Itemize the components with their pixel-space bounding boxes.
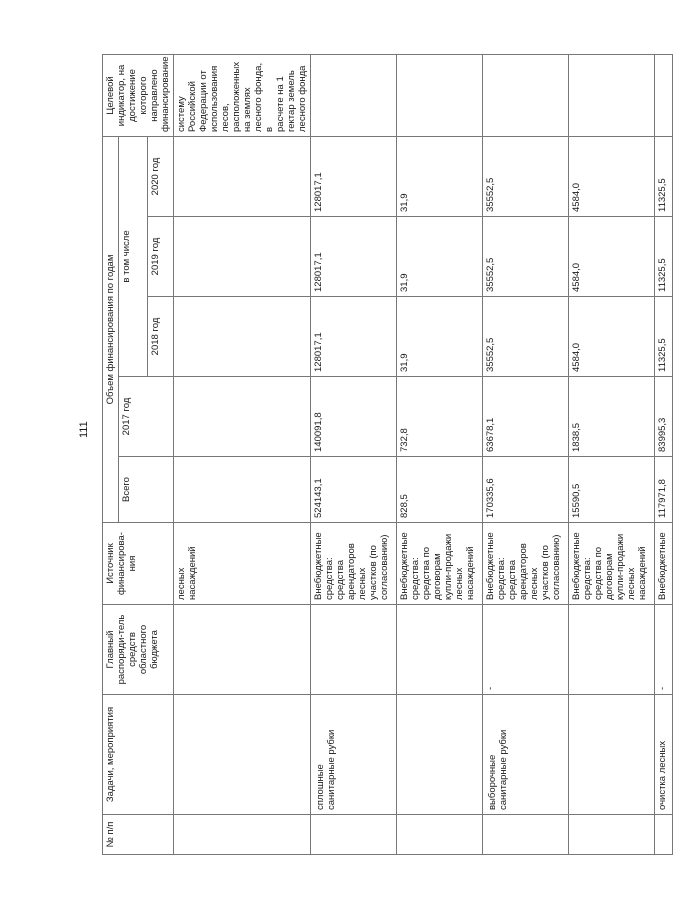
- cell-source: Внебюджетные: [655, 523, 673, 605]
- header-volume: Объем финансирования по годам: [103, 137, 119, 523]
- cell-2019: 31,9: [397, 217, 483, 297]
- cell-manager: [569, 605, 655, 695]
- cell-total: 524143,1: [311, 457, 397, 523]
- financing-table: [102, 54, 673, 855]
- header-2017: 2017 год: [119, 377, 174, 457]
- cell-task: очистка лесных: [655, 695, 673, 815]
- cell-target: [311, 55, 397, 137]
- cell-2020: 35552,5: [483, 137, 569, 217]
- cell-2019: 35552,5: [483, 217, 569, 297]
- header-2020: 2020 год: [148, 137, 174, 217]
- table-row: [569, 55, 655, 855]
- cell-2019: [174, 217, 311, 297]
- cell-target: [569, 55, 655, 137]
- cell-source: Внебюджетные средства: средства по договорам купли-продажи лесных насаждений: [569, 523, 655, 605]
- rotated-table-container: [102, 55, 668, 855]
- cell-2017: 83995,3: [655, 377, 673, 457]
- cell-total: 828,5: [397, 457, 483, 523]
- cell-target: систему Российской Федерации от использования лесов, расположенных на землях лесного фонда, в расчете на 1 гектар земель лесного фонда: [174, 55, 311, 137]
- cell-target: [397, 55, 483, 137]
- cell-2018: 31,9: [397, 297, 483, 377]
- cell-no: [174, 815, 311, 855]
- cell-target: [655, 55, 673, 137]
- cell-total: 117971,8: [655, 457, 673, 523]
- cell-2017: [174, 377, 311, 457]
- cell-task: выборочные санитарные рубки: [483, 695, 569, 815]
- cell-2018: [174, 297, 311, 377]
- cell-no: [397, 815, 483, 855]
- table-row: [174, 55, 311, 855]
- cell-2020: 4584,0: [569, 137, 655, 217]
- header-manager: Главный распоряди-тель средств областного бюджета: [103, 605, 174, 695]
- cell-task: [174, 695, 311, 815]
- header-source: Источник финансирова-ния: [103, 523, 174, 605]
- header-target: Целевой индикатор, на достижение которого направлено финансирование: [103, 55, 174, 137]
- cell-2020: 128017,1: [311, 137, 397, 217]
- cell-task: сплошные санитарные рубки: [311, 695, 397, 815]
- table-row: [397, 55, 483, 855]
- cell-source: Внебюджетные средства: средства арендаторов лесных участков (по согласованию): [483, 523, 569, 605]
- cell-manager: -: [655, 605, 673, 695]
- header-2019: 2019 год: [148, 217, 174, 297]
- cell-manager: -: [483, 605, 569, 695]
- cell-2019: 4584,0: [569, 217, 655, 297]
- cell-2018: 35552,5: [483, 297, 569, 377]
- cell-2019: 11325,5: [655, 217, 673, 297]
- cell-no: [311, 815, 397, 855]
- header-2018: 2018 год: [148, 297, 174, 377]
- cell-2017: 1838,5: [569, 377, 655, 457]
- cell-2017: 63678,1: [483, 377, 569, 457]
- cell-task: [569, 695, 655, 815]
- cell-no: [569, 815, 655, 855]
- cell-no: [483, 815, 569, 855]
- header-total: Всего: [119, 457, 174, 523]
- cell-source: Внебюджетные средства: средства арендаторов лесных участков (по согласованию): [311, 523, 397, 605]
- cell-2020: 31,9: [397, 137, 483, 217]
- cell-source: Внебюджетные средства: средства по договорам купли-продажи лесных насаждений: [397, 523, 483, 605]
- table-row: [655, 55, 673, 855]
- cell-manager: [174, 605, 311, 695]
- cell-2017: 732,8: [397, 377, 483, 457]
- cell-manager: [311, 605, 397, 695]
- cell-2018: 4584,0: [569, 297, 655, 377]
- cell-2019: 128017,1: [311, 217, 397, 297]
- table-row: [483, 55, 569, 855]
- header-task: Задачи, мероприятия: [103, 695, 174, 815]
- cell-total: 170335,6: [483, 457, 569, 523]
- header-including: в том числе: [119, 137, 148, 377]
- cell-total: [174, 457, 311, 523]
- table-row: [311, 55, 397, 855]
- cell-2020: 11325,5: [655, 137, 673, 217]
- cell-2018: 128017,1: [311, 297, 397, 377]
- cell-total: 15590,5: [569, 457, 655, 523]
- cell-no: [655, 815, 673, 855]
- cell-source: лесных насаждений: [174, 523, 311, 605]
- cell-target: [483, 55, 569, 137]
- cell-2020: [174, 137, 311, 217]
- cell-manager: [397, 605, 483, 695]
- page-number: 111: [78, 421, 90, 438]
- cell-2017: 140091,8: [311, 377, 397, 457]
- cell-task: [397, 695, 483, 815]
- cell-2018: 11325,5: [655, 297, 673, 377]
- header-no: № п/п: [103, 815, 174, 855]
